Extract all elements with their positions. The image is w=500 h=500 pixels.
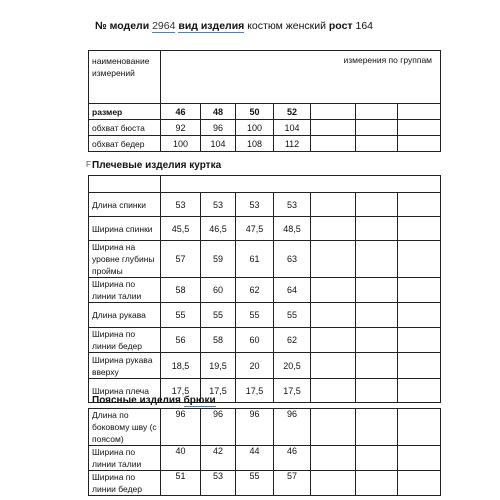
empty-cell (398, 379, 441, 403)
empty-cell (356, 241, 398, 278)
empty-cell (311, 120, 356, 136)
value-cell: 19,5 (201, 353, 236, 379)
row-label: Ширина плеча (89, 379, 161, 403)
empty-cell (311, 193, 356, 217)
value-cell: 63 (274, 241, 311, 278)
empty-cell (311, 104, 356, 120)
value-cell: 53 (161, 193, 201, 217)
row-label: Ширина по линии бедер (89, 328, 161, 353)
value-cell: 57 (274, 471, 311, 496)
empty-cell (398, 193, 441, 217)
value-cell: 64 (274, 278, 311, 303)
row-label: Ширина на уровне глубины проймы (89, 241, 161, 278)
empty-cell (398, 104, 441, 120)
size-table (88, 50, 441, 152)
empty-cell (398, 303, 441, 328)
value-cell: 96 (201, 409, 236, 446)
height-label: рост (328, 20, 353, 32)
table-row (89, 328, 441, 353)
value-cell: 46 (161, 104, 201, 120)
empty-cell (398, 120, 441, 136)
value-cell: 104 (201, 136, 236, 152)
value-cell: 45,5 (161, 217, 201, 241)
empty-cell (311, 328, 356, 353)
empty-cell (398, 446, 441, 471)
value-cell: 40 (161, 446, 201, 471)
title-prefix: № модели (95, 20, 150, 32)
value-cell: 20 (236, 353, 274, 379)
value-cell: 50 (236, 104, 274, 120)
table-row (89, 217, 441, 241)
empty-cell (311, 303, 356, 328)
value-cell: 46,5 (201, 217, 236, 241)
empty-cell (398, 278, 441, 303)
empty-cell (398, 409, 441, 446)
empty-cell (356, 193, 398, 217)
row-label: Длина рукава (89, 303, 161, 328)
empty-cell (356, 120, 398, 136)
value-cell: 53 (274, 193, 311, 217)
row-label: Длина по боковому шву (с поясом) (89, 409, 161, 446)
value-cell: 57 (161, 241, 201, 278)
row-label: Ширина по линии талии (89, 446, 161, 471)
empty-cell (356, 104, 398, 120)
value-cell: 108 (236, 136, 274, 152)
empty-cell (356, 409, 398, 446)
empty-cell (356, 471, 398, 496)
empty-cell (311, 217, 356, 241)
value-cell: 52 (274, 104, 311, 120)
value-cell: 20,5 (274, 353, 311, 379)
empty-cell (311, 136, 356, 152)
value-cell: 60 (236, 328, 274, 353)
value-cell: 17,5 (201, 379, 236, 403)
empty-cell (311, 278, 356, 303)
table-row (89, 193, 441, 217)
value-cell: 55 (161, 303, 201, 328)
row-label: Ширина по линии бедер (89, 471, 161, 496)
groups-header: измерения по группам (161, 51, 441, 104)
model-number: 2964 (152, 20, 176, 32)
paragraph-mark: F (86, 160, 91, 169)
value-cell: 48,5 (274, 217, 311, 241)
value-cell: 58 (161, 278, 201, 303)
value-cell: 53 (201, 193, 236, 217)
table-row (89, 241, 441, 278)
value-cell: 100 (161, 136, 201, 152)
table-row (89, 303, 441, 328)
empty-cell (356, 303, 398, 328)
empty-cell (311, 446, 356, 471)
empty-cell (356, 353, 398, 379)
value-cell: 104 (274, 120, 311, 136)
table-row (89, 409, 441, 446)
value-cell: 96 (274, 409, 311, 446)
value-cell: 96 (236, 409, 274, 446)
value-cell: 17,5 (236, 379, 274, 403)
row-label: размер (89, 104, 161, 120)
empty-cell (356, 446, 398, 471)
kind-label: вид изделия (178, 20, 245, 32)
measurements-header: наименование измерений (89, 51, 161, 104)
value-cell: 58 (201, 328, 236, 353)
value-cell: 96 (161, 409, 201, 446)
height-value: 164 (355, 20, 374, 32)
value-cell: 55 (201, 303, 236, 328)
row-label: Ширина по линии талии (89, 278, 161, 303)
table-row (89, 278, 441, 303)
empty-cell (311, 353, 356, 379)
garment-kind: костюм женский (247, 20, 326, 32)
table-row (89, 136, 441, 152)
document-title (95, 20, 373, 32)
value-cell: 56 (161, 328, 201, 353)
value-cell: 112 (274, 136, 311, 152)
value-cell: 55 (236, 471, 274, 496)
row-label: обхват бедер (89, 136, 161, 152)
empty-cell (356, 328, 398, 353)
empty-cell (356, 379, 398, 403)
row-label: обхват бюста (89, 120, 161, 136)
value-cell: 46 (274, 446, 311, 471)
empty-cell (398, 241, 441, 278)
value-cell: 48 (201, 104, 236, 120)
empty-cell (398, 471, 441, 496)
value-cell: 61 (236, 241, 274, 278)
value-cell: 53 (201, 471, 236, 496)
value-cell: 59 (201, 241, 236, 278)
trousers-section-title: Поясные изделия брюки (92, 395, 216, 406)
value-cell: 60 (201, 278, 236, 303)
empty-cell (311, 241, 356, 278)
value-cell: 55 (274, 303, 311, 328)
value-cell: 17,5 (274, 379, 311, 403)
table-row (89, 471, 441, 496)
empty-cell (311, 471, 356, 496)
value-cell: 17,5 (161, 379, 201, 403)
empty-cell (398, 217, 441, 241)
value-cell: 100 (236, 120, 274, 136)
value-cell: 53 (236, 193, 274, 217)
table-row (89, 120, 441, 136)
empty-cell (398, 328, 441, 353)
empty-cell (311, 409, 356, 446)
empty-cell (398, 136, 441, 152)
trousers-table (88, 408, 441, 496)
value-cell: 55 (236, 303, 274, 328)
row-label: Ширина рукава вверху (89, 353, 161, 379)
empty-cell (311, 379, 356, 403)
empty-cell (356, 278, 398, 303)
value-cell: 47,5 (236, 217, 274, 241)
empty-cell (356, 136, 398, 152)
value-cell: 18,5 (161, 353, 201, 379)
table-row (89, 104, 441, 120)
value-cell: 51 (161, 471, 201, 496)
table-row (89, 446, 441, 471)
empty-cell (398, 353, 441, 379)
row-label: Длина спинки (89, 193, 161, 217)
value-cell: 42 (201, 446, 236, 471)
value-cell: 92 (161, 120, 201, 136)
value-cell: 62 (274, 328, 311, 353)
value-cell: 44 (236, 446, 274, 471)
jacket-section-title: Плечевые изделия куртка (92, 160, 222, 171)
jacket-table (88, 175, 441, 403)
table-row (89, 353, 441, 379)
row-label: Ширина спинки (89, 217, 161, 241)
value-cell: 62 (236, 278, 274, 303)
value-cell: 96 (201, 120, 236, 136)
empty-cell (356, 217, 398, 241)
